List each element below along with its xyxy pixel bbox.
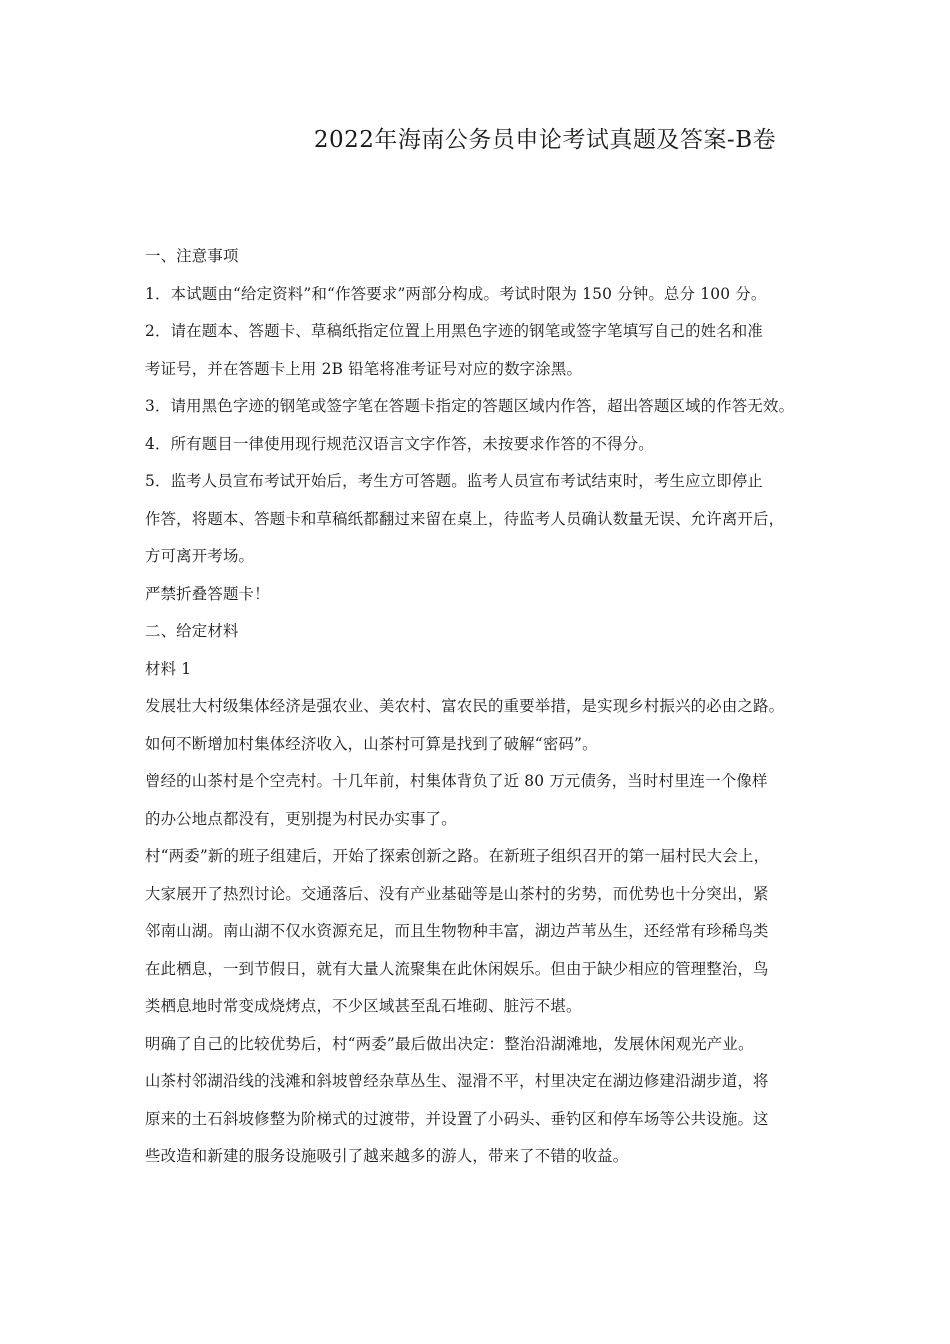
note-5-line-2: 作答，将题本、答题卡和草稿纸都翻过来留在桌上，待监考人员确认数量无误、允许离开后， [145, 509, 785, 528]
paragraph-line: 曾经的山茶村是个空壳村。十几年前，村集体背负了近 80 万元债务，当时村里连一个像样 [145, 772, 768, 790]
paragraph-line: 在此栖息，一到节假日，就有大量人流聚集在此休闲娱乐。但由于缺少相应的管理整治，鸟 [145, 959, 769, 978]
paragraph-line: 类栖息地时常变成烧烤点，不少区域甚至乱石堆砌、脏污不堪。 [145, 997, 582, 1015]
page-title: 2022年海南公务员申论考试真题及答案-B卷 [313, 127, 777, 153]
document-body [145, 245, 845, 1183]
note-5-line-1: 5．监考人员宣布考试开始后，考生方可答题。监考人员宣布考试结束时，考生应立即停止 [145, 472, 764, 490]
paragraph-line: 如何不断增加村集体经济收入，山茶村可算是找到了破解“密码”。 [145, 734, 598, 753]
note-5-line-3: 方可离开考场。 [145, 547, 255, 565]
note-2-line-2: 考证号，并在答题卡上用 2B 铅笔将准考证号对应的数字涂黑。 [145, 359, 583, 378]
warning-text: 严禁折叠答题卡！ [145, 584, 270, 603]
paragraph-line: 发展壮大村级集体经济是强农业、美农村、富农民的重要举措，是实现乡村振兴的必由之路。 [145, 697, 785, 715]
section-heading-materials: 二、给定材料 [145, 622, 239, 640]
note-3: 3．请用黑色字迹的钢笔或签字笔在答题卡指定的答题区域内作答，超出答题区域的作答无效。 [145, 397, 795, 415]
paragraph-line: 村“两委”新的班子组建后，开始了探索创新之路。在新班子组织召开的第一届村民大会上， [145, 847, 770, 865]
paragraph-line: 原来的土石斜坡修整为阶梯式的过渡带，并设置了小码头、垂钓区和停车场等公共设施。这 [145, 1109, 769, 1128]
material-1-heading: 材料 1 [145, 659, 192, 678]
paragraph-line: 些改造和新建的服务设施吸引了越来越多的游人，带来了不错的收益。 [145, 1147, 629, 1165]
note-2-line-1: 2．请在题本、答题卡、草稿纸指定位置上用黑色字迹的钢笔或签字笔填写自己的姓名和准 [145, 322, 764, 340]
paragraph-line: 的办公地点都没有，更别提为村民办实事了。 [145, 809, 457, 828]
note-4: 4．所有题目一律使用现行规范汉语言文字作答，未按要求作答的不得分。 [145, 434, 654, 453]
paragraph-line: 大家展开了热烈讨论。交通落后、没有产业基础等是山茶村的劣势，而优势也十分突出，紧 [145, 884, 769, 903]
paragraph-line: 明确了自己的比较优势后，村“两委”最后做出决定：整治沿湖滩地，发展休闲观光产业。 [145, 1034, 754, 1053]
paragraph-line: 山茶村邻湖沿线的浅滩和斜坡曾经杂草丛生、湿滑不平，村里决定在湖边修建沿湖步道，将 [145, 1072, 769, 1090]
section-heading-notes: 一、注意事项 [145, 247, 239, 265]
paragraph-line: 邻南山湖。南山湖不仅水资源充足，而且生物物种丰富，湖边芦苇丛生，还经常有珍稀鸟类 [145, 922, 769, 940]
note-1: 1．本试题由“给定资料”和“作答要求”两部分构成。考试时限为 150 分钟。总分 100 分。 [145, 284, 767, 303]
